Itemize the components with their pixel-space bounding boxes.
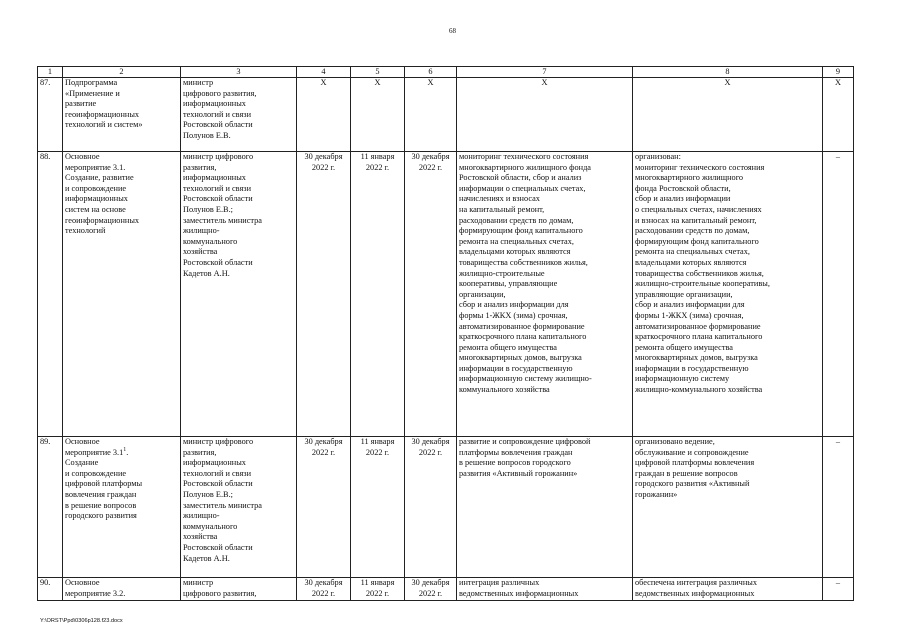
- responsible-person: министр цифрового развития, информационных технологий и связи Ростовской области Полунов Е.В.; заместитель министра жилищно- коммунального хозяйства Ростовской области Кадетов А.Н.: [181, 437, 297, 578]
- responsible-person: министр цифрового развития, информационных технологий и связи Ростовской области Полунов Е.В.: [181, 78, 297, 152]
- achieved-result: организован: мониторинг технического состояния многоквартирного жилищного фонда Ростовской области, сбор и анализ информации о специальных счетах, начислениях и взносах на капитальный ремонт, расходовании средств по домам, формирующим фонд капитального ремонта на специальных счетах, владельцами которых являются товарищества собственников жилья, жилищно-строительные кооперативы, управляющие организации, сбор и анализ информации для формы 1-ЖКХ (зима) срочная, автоматизированное формирование краткосрочного плана капитального ремонта общего имущества многоквартирных домов, выгрузка информации в государственную информационную систему жилищно-коммунального хозяйства: [633, 152, 823, 437]
- measure-name: Основное мероприятие 3.2.: [63, 578, 181, 601]
- planned-end-date: Х: [351, 78, 405, 152]
- row-number: 90.: [38, 578, 63, 601]
- responsible-person: министр цифрового развития, информационных технологий и связи Ростовской области Полунов Е.В.; заместитель министра жилищно- коммунального хозяйства Ростовской области Кадетов А.Н.: [181, 152, 297, 437]
- achieved-result: Х: [633, 78, 823, 152]
- responsible-person: министр цифрового развития,: [181, 578, 297, 601]
- column-header: 2: [63, 67, 181, 78]
- file-path-footer: Y:\ORST\Ppd\0306p128.f23.docx: [40, 618, 123, 624]
- actual-end-date: 30 декабря 2022 г.: [405, 152, 457, 437]
- planned-end-date: 11 января 2022 г.: [351, 152, 405, 437]
- planned-start-date: Х: [297, 78, 351, 152]
- actual-end-date: 30 декабря 2022 г.: [405, 437, 457, 578]
- planned-end-date: 11 января 2022 г.: [351, 437, 405, 578]
- table-row: [38, 437, 854, 578]
- expected-result: интеграция различных ведомственных информационных: [457, 578, 633, 601]
- achieved-result: обеспечена интеграция различных ведомственных информационных: [633, 578, 823, 601]
- planned-start-date: 30 декабря 2022 г.: [297, 437, 351, 578]
- actual-end-date: Х: [405, 78, 457, 152]
- footnote-marker: 1: [123, 446, 127, 453]
- measure-name-text: Основное мероприятие 3.1: [65, 437, 124, 457]
- column-header: 3: [181, 67, 297, 78]
- table-row: [38, 578, 854, 601]
- measure-name: [63, 437, 181, 578]
- problems: –: [823, 152, 854, 437]
- row-number: 89.: [38, 437, 63, 578]
- measure-name: Основное мероприятие 3.1. Создание, развитие и сопровождение информационных систем на основе геоинформационных технологий: [63, 152, 181, 437]
- column-header: 6: [405, 67, 457, 78]
- row-number: 87.: [38, 78, 63, 152]
- column-header: 5: [351, 67, 405, 78]
- table-row: [38, 152, 854, 437]
- achieved-result: организовано ведение, обслуживание и сопровождение цифровой платформы вовлечения граждан в решение вопросов городского развития «Активный горожанин»: [633, 437, 823, 578]
- actual-end-date: 30 декабря 2022 г.: [405, 578, 457, 601]
- measure-name: Подпрограмма «Применение и развитие геоинформационных технологий и систем»: [63, 78, 181, 152]
- problems: –: [823, 437, 854, 578]
- row-number: 88.: [38, 152, 63, 437]
- column-header: 9: [823, 67, 854, 78]
- column-header: 7: [457, 67, 633, 78]
- problems: –: [823, 578, 854, 601]
- column-number-row: [38, 67, 854, 78]
- expected-result: мониторинг технического состояния многоквартирного жилищного фонда Ростовской области, сбор и анализ информации о специальных счетах, начислениях и взносах на капитальный ремонт, расходовании средств по домам, формирующим фонд капитального ремонта на специальных счетах, владельцами которых являются товарищества собственников жилья, жилищно-строительные кооперативы, управляющие организации, сбор и анализ информации для формы 1-ЖКХ (зима) срочная, автоматизированное формирование краткосрочного плана капитального ремонта общего имущества многоквартирных домов, выгрузка информации в государственную информационную систему жилищно- коммунального хозяйства: [457, 152, 633, 437]
- expected-result: Х: [457, 78, 633, 152]
- measure-name-text: . Создание и сопровождение цифровой платформы вовлечения граждан в решение вопросов городского развития: [65, 447, 143, 521]
- planned-start-date: 30 декабря 2022 г.: [297, 152, 351, 437]
- table-row: [38, 78, 854, 152]
- expected-result: развитие и сопровождение цифровой платформы вовлечения граждан в решение вопросов городского развития «Активный горожанин»: [457, 437, 633, 578]
- column-header: 1: [38, 67, 63, 78]
- planned-start-date: 30 декабря 2022 г.: [297, 578, 351, 601]
- report-table: [37, 66, 854, 601]
- problems: Х: [823, 78, 854, 152]
- planned-end-date: 11 января 2022 г.: [351, 578, 405, 601]
- column-header: 8: [633, 67, 823, 78]
- page-number: 68: [449, 27, 456, 35]
- column-header: 4: [297, 67, 351, 78]
